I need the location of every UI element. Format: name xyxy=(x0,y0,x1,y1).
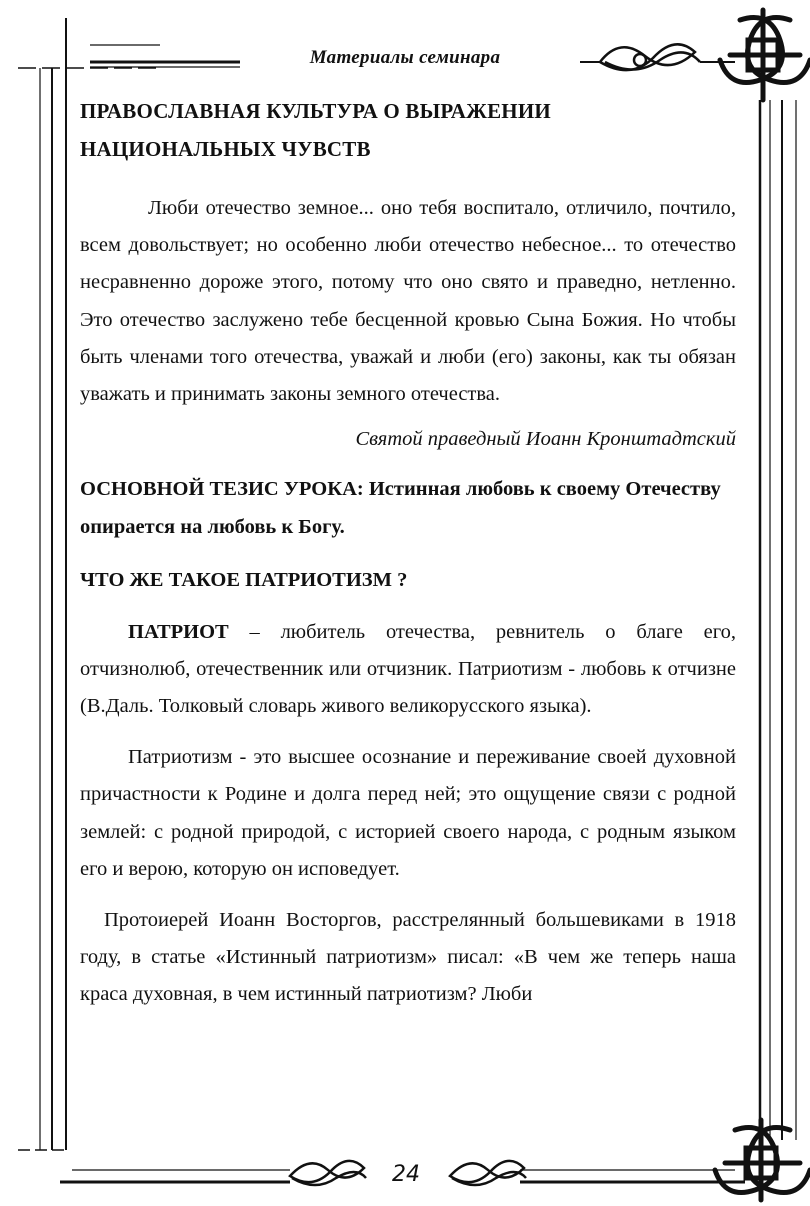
lesson-thesis: ОСНОВНОЙ ТЕЗИС УРОКА: Истинная любовь к своему Отечеству опирается на любовь к Богу. xyxy=(80,478,721,539)
top-right-knot xyxy=(720,10,810,100)
quote-attribution: Святой праведный Иоанн Кронштадтский xyxy=(355,428,736,451)
page-content xyxy=(80,92,736,1014)
patriotism-paragraph: Патриотизм - это высшее осознание и переживание своей духовной причастности к Родине и долга перед ней; это ощущение связи с родной землей: с родной природой, с историей своего народа, с родным языком его и верою, которую он исповедует. xyxy=(80,746,736,880)
vostorgov-paragraph: Протоиерей Иоанн Восторгов, расстрелянный большевиками в 1918 году, в статье «Истинный патриотизм» писал: «В чем же теперь наша краса духовная, в чем истинный патриотизм? Люби xyxy=(80,909,736,1006)
bottom-right-ornament xyxy=(450,1161,526,1185)
quote-paragraph: Люби отечество земное... оно тебя воспитало, отличило, почтило, всем довольствует; но особенно люби отечество небесное... то отечество несравненно дороже этого, потому что оно свято и праведно, нетленно. Это отечество заслужено тебе бесценной кровью Сына Божия. Но чтобы быть членами того отечества, уважай и люби (его) законы, как ты обязан уважать и принимать законы земного отечества. xyxy=(80,197,736,406)
definition-text: – любитель отечества, ревнитель о благе его, отчизнолюб, отечественник или отчизник. Патриотизм - любовь к отчизне (В.Даль. Толковый словарь живого великорусского языка). xyxy=(80,620,736,718)
definition-paragraph xyxy=(80,614,736,726)
page-number: 24 xyxy=(392,1162,420,1187)
bottom-left-ornament xyxy=(290,1161,366,1185)
running-header: Материалы семинара xyxy=(309,47,501,68)
top-ornament xyxy=(600,44,700,70)
definition-term: ПАТРИОТ xyxy=(128,620,229,643)
question-heading: ЧТО ЖЕ ТАКОЕ ПАТРИОТИЗМ ? xyxy=(80,569,408,592)
section-heading: ПРАВОСЛАВНАЯ КУЛЬТУРА О ВЫРАЖЕНИИ НАЦИОНАЛЬНЫХ ЧУВСТВ xyxy=(80,99,551,161)
